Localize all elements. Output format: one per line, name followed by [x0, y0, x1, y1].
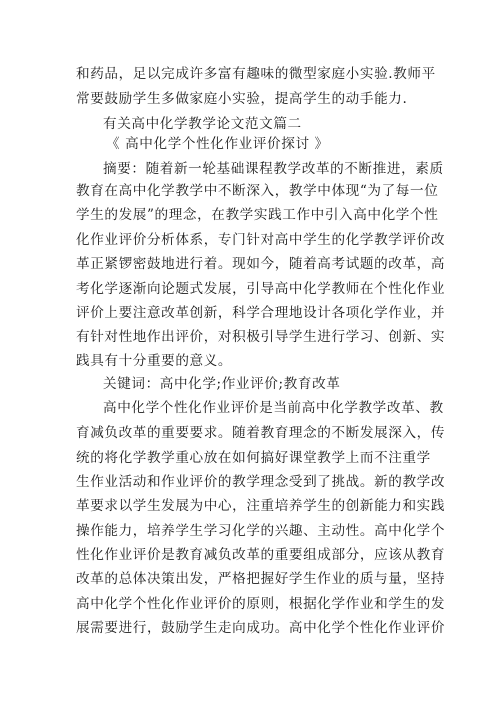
- abstract-line: 摘要：随着新一轮基础课程教学改革的不断推进，素质: [103, 161, 444, 177]
- intro-line: 常要鼓励学生多做家庭小实验，提高学生的动手能力.: [76, 91, 408, 107]
- body-line: 操作能力，培养学生学习化学的兴趣、主动性。高中化学个: [76, 523, 446, 539]
- article-title: 《 高中化学个性化作业评价探讨 》: [106, 136, 329, 152]
- intro-line: 和药品，足以完成许多富有趣味的微型家庭小实验.教师平: [76, 66, 436, 82]
- body-line: 生作业活动和作业评价的教学理念受到了挑战。新的教学改: [76, 474, 446, 490]
- abstract-line: 评价上要注意改革创新，科学合理地设计各项化学作业，并: [76, 305, 446, 321]
- body-line: 性化作业评价是教育减负改革的重要组成部分，应该从教育: [76, 547, 446, 563]
- abstract-line: 考化学逐渐向论题式发展，引导高中化学教师在个性化作业: [76, 281, 446, 297]
- abstract-line: 有针对性地作出评价，对积极引导学生进行学习、创新、实: [76, 329, 446, 345]
- abstract-line: 践具有十分重要的意义。: [76, 353, 233, 369]
- body-line: 改革的总体决策出发，严格把握好学生作业的质与量，坚持: [76, 571, 446, 587]
- body-line: 统的将化学教学重心放在如何搞好课堂教学上而不注重学: [76, 450, 431, 466]
- keywords-line: 关键词：高中化学;作业评价;教育改革: [103, 376, 341, 392]
- body-line: 革要求以学生发展为中心，注重培养学生的创新能力和实践: [76, 498, 446, 514]
- body-line: 高中化学个性化作业评价的原则，根据化学作业和学生的发: [76, 596, 446, 612]
- abstract-line: 学生的发展”的理念，在教学实践工作中引入高中化学个性: [76, 207, 439, 223]
- body-line: 育减负改革的重要要求。随着教育理念的不断发展深入，传: [76, 425, 446, 441]
- body-line: 高中化学个性化作业评价是当前高中化学教学改革、教: [103, 400, 444, 416]
- section-heading: 有关高中化学教学论文范文篇二: [103, 116, 302, 132]
- abstract-line: 教育在高中化学教学中不断深入，教学中体现“为了每一位: [76, 183, 439, 199]
- body-line: 展需要进行，鼓励学生走向成功。高中化学个性化作业评价: [76, 620, 446, 636]
- abstract-line: 革正紧锣密鼓地进行着。现如今，随着高考试题的改革，高: [76, 256, 446, 272]
- abstract-line: 化作业评价分析体系，专门针对高中学生的化学教学评价改: [76, 232, 446, 248]
